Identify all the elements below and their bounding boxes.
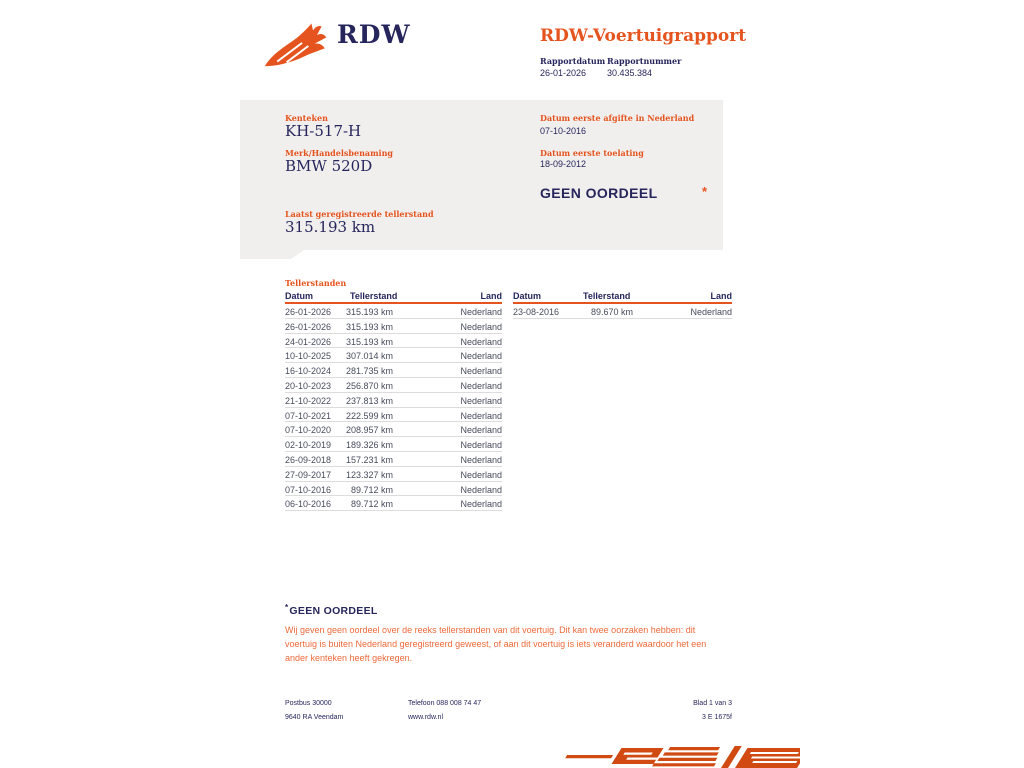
eerste-afgifte-label: Datum eerste afgifte in Nederland [540,113,695,123]
table-row [285,348,502,363]
table-row [285,319,502,334]
report-title: RDW-Voertuigrapport [540,26,747,46]
row-date: 07-10-2021 [285,410,332,421]
row-odometer: 157.231 km [345,454,393,465]
footer-website: www.rdw.nl [408,714,444,721]
row-country: Nederland [460,336,502,347]
odometer-table-right [513,291,732,319]
row-odometer: 189.326 km [345,440,393,451]
table-row [285,334,502,349]
table-row [285,304,502,319]
row-country: Nederland [460,380,502,391]
footer-phone: Telefoon 088 008 74 47 [408,700,482,707]
row-date: 23-08-2016 [513,307,560,317]
footer-page-number: Blad 1 van 3 [693,700,732,707]
report-number-value: 30.435.384 [607,68,653,78]
row-odometer: 281.735 km [345,366,393,377]
footnote-title [285,603,715,617]
laatste-tellerstand-label: Laatst geregistreerde tellerstand [285,209,434,219]
row-odometer: 315.193 km [345,307,393,317]
eerste-toelating-label: Datum eerste toelating [540,148,644,158]
row-odometer: 89.670 km [590,307,633,317]
row-date: 24-01-2026 [285,336,332,347]
row-date: 26-01-2026 [285,307,332,317]
table-row [285,452,502,467]
merk-label: Merk/Handelsbenaming [285,148,394,158]
table-row [285,496,502,511]
rdw-wordmark: RDW [337,20,411,49]
row-country: Nederland [460,484,502,495]
row-country: Nederland [460,307,502,317]
row-odometer: 307.014 km [345,351,393,362]
row-odometer: 256.870 km [345,380,393,391]
table-header-row [285,291,502,304]
col-header-land: Land [480,291,502,301]
table-row [285,422,502,437]
footnote-title-text: GEEN OORDEEL [289,605,378,617]
footer-address-line2: 9640 RA Veendam [285,714,344,721]
footnote-section [285,603,715,666]
row-country: Nederland [460,321,502,332]
table-row [285,467,502,482]
col-header-datum: Datum [513,291,542,301]
row-date: 16-10-2024 [285,366,332,377]
table-row [285,408,502,423]
report-date-value: 26-01-2026 [540,68,587,78]
row-odometer: 89.712 km [350,484,393,495]
row-date: 07-10-2016 [285,484,332,495]
row-country: Nederland [460,454,502,465]
row-odometer: 123.327 km [345,469,393,480]
row-date: 21-10-2022 [285,395,332,406]
verdict-asterisk: * [702,184,708,199]
row-country: Nederland [460,410,502,421]
verdict-text: GEEN OORDEEL [540,185,658,201]
row-country: Nederland [460,425,502,436]
eerste-afgifte-value: 07-10-2016 [540,126,587,136]
row-odometer: 315.193 km [345,321,393,332]
col-header-tellerstand: Tellerstand [350,291,398,301]
row-odometer: 222.599 km [345,410,393,421]
odometer-table-left [285,291,502,511]
kenteken-value: KH-517-H [285,122,362,140]
row-odometer: 208.957 km [345,425,393,436]
row-country: Nederland [460,395,502,406]
row-odometer: 315.193 km [345,336,393,347]
row-country: Nederland [690,307,732,317]
table-row [285,393,502,408]
kenteken-label: Kenteken [285,113,328,123]
footer-stripes-graphic-icon [548,744,800,768]
row-date: 20-10-2023 [285,380,332,391]
table-row [285,437,502,452]
row-country: Nederland [460,499,502,510]
row-date: 27-09-2017 [285,469,332,480]
table-row [285,363,502,378]
eerste-toelating-value: 18-09-2012 [540,159,587,169]
table-row [285,378,502,393]
col-header-datum: Datum [285,291,314,301]
footnote-asterisk: * [285,603,289,612]
row-date: 26-01-2026 [285,321,332,332]
col-header-tellerstand: Tellerstand [583,291,631,301]
table-row [513,304,732,319]
footnote-text: Wij geven geen oordeel over de reeks tellerstanden van dit voertuig. Dit kan twee oorzaken hebben: dit voertuig is buiten Nederland geregistreerd geweest, of aan dit voertuig is iets veranderd waardoor het een ander kenteken heeft gekregen. [285,625,707,664]
row-date: 07-10-2020 [285,425,332,436]
footer-form-code: 3 E 1675f [702,714,732,721]
table-header-row [513,291,732,304]
row-date: 06-10-2016 [285,499,332,510]
col-header-land: Land [710,291,732,301]
tellerstanden-section-title: Tellerstanden [285,278,347,288]
rdw-feather-logo-icon [260,18,338,74]
laatste-tellerstand-value: 315.193 km [285,218,376,236]
row-odometer: 89.712 km [350,499,393,510]
row-date: 02-10-2019 [285,440,332,451]
row-date: 10-10-2025 [285,351,332,362]
report-date-label: Rapportdatum [540,56,606,66]
row-country: Nederland [460,351,502,362]
report-number-label: Rapportnummer [607,56,682,66]
merk-value: BMW 520D [285,157,373,175]
footer-address-line1: Postbus 30000 [285,700,332,707]
row-country: Nederland [460,440,502,451]
row-country: Nederland [460,366,502,377]
row-odometer: 237.813 km [345,395,393,406]
row-date: 26-09-2018 [285,454,332,465]
row-country: Nederland [460,469,502,480]
summary-box-tab [240,250,304,259]
table-row [285,482,502,497]
